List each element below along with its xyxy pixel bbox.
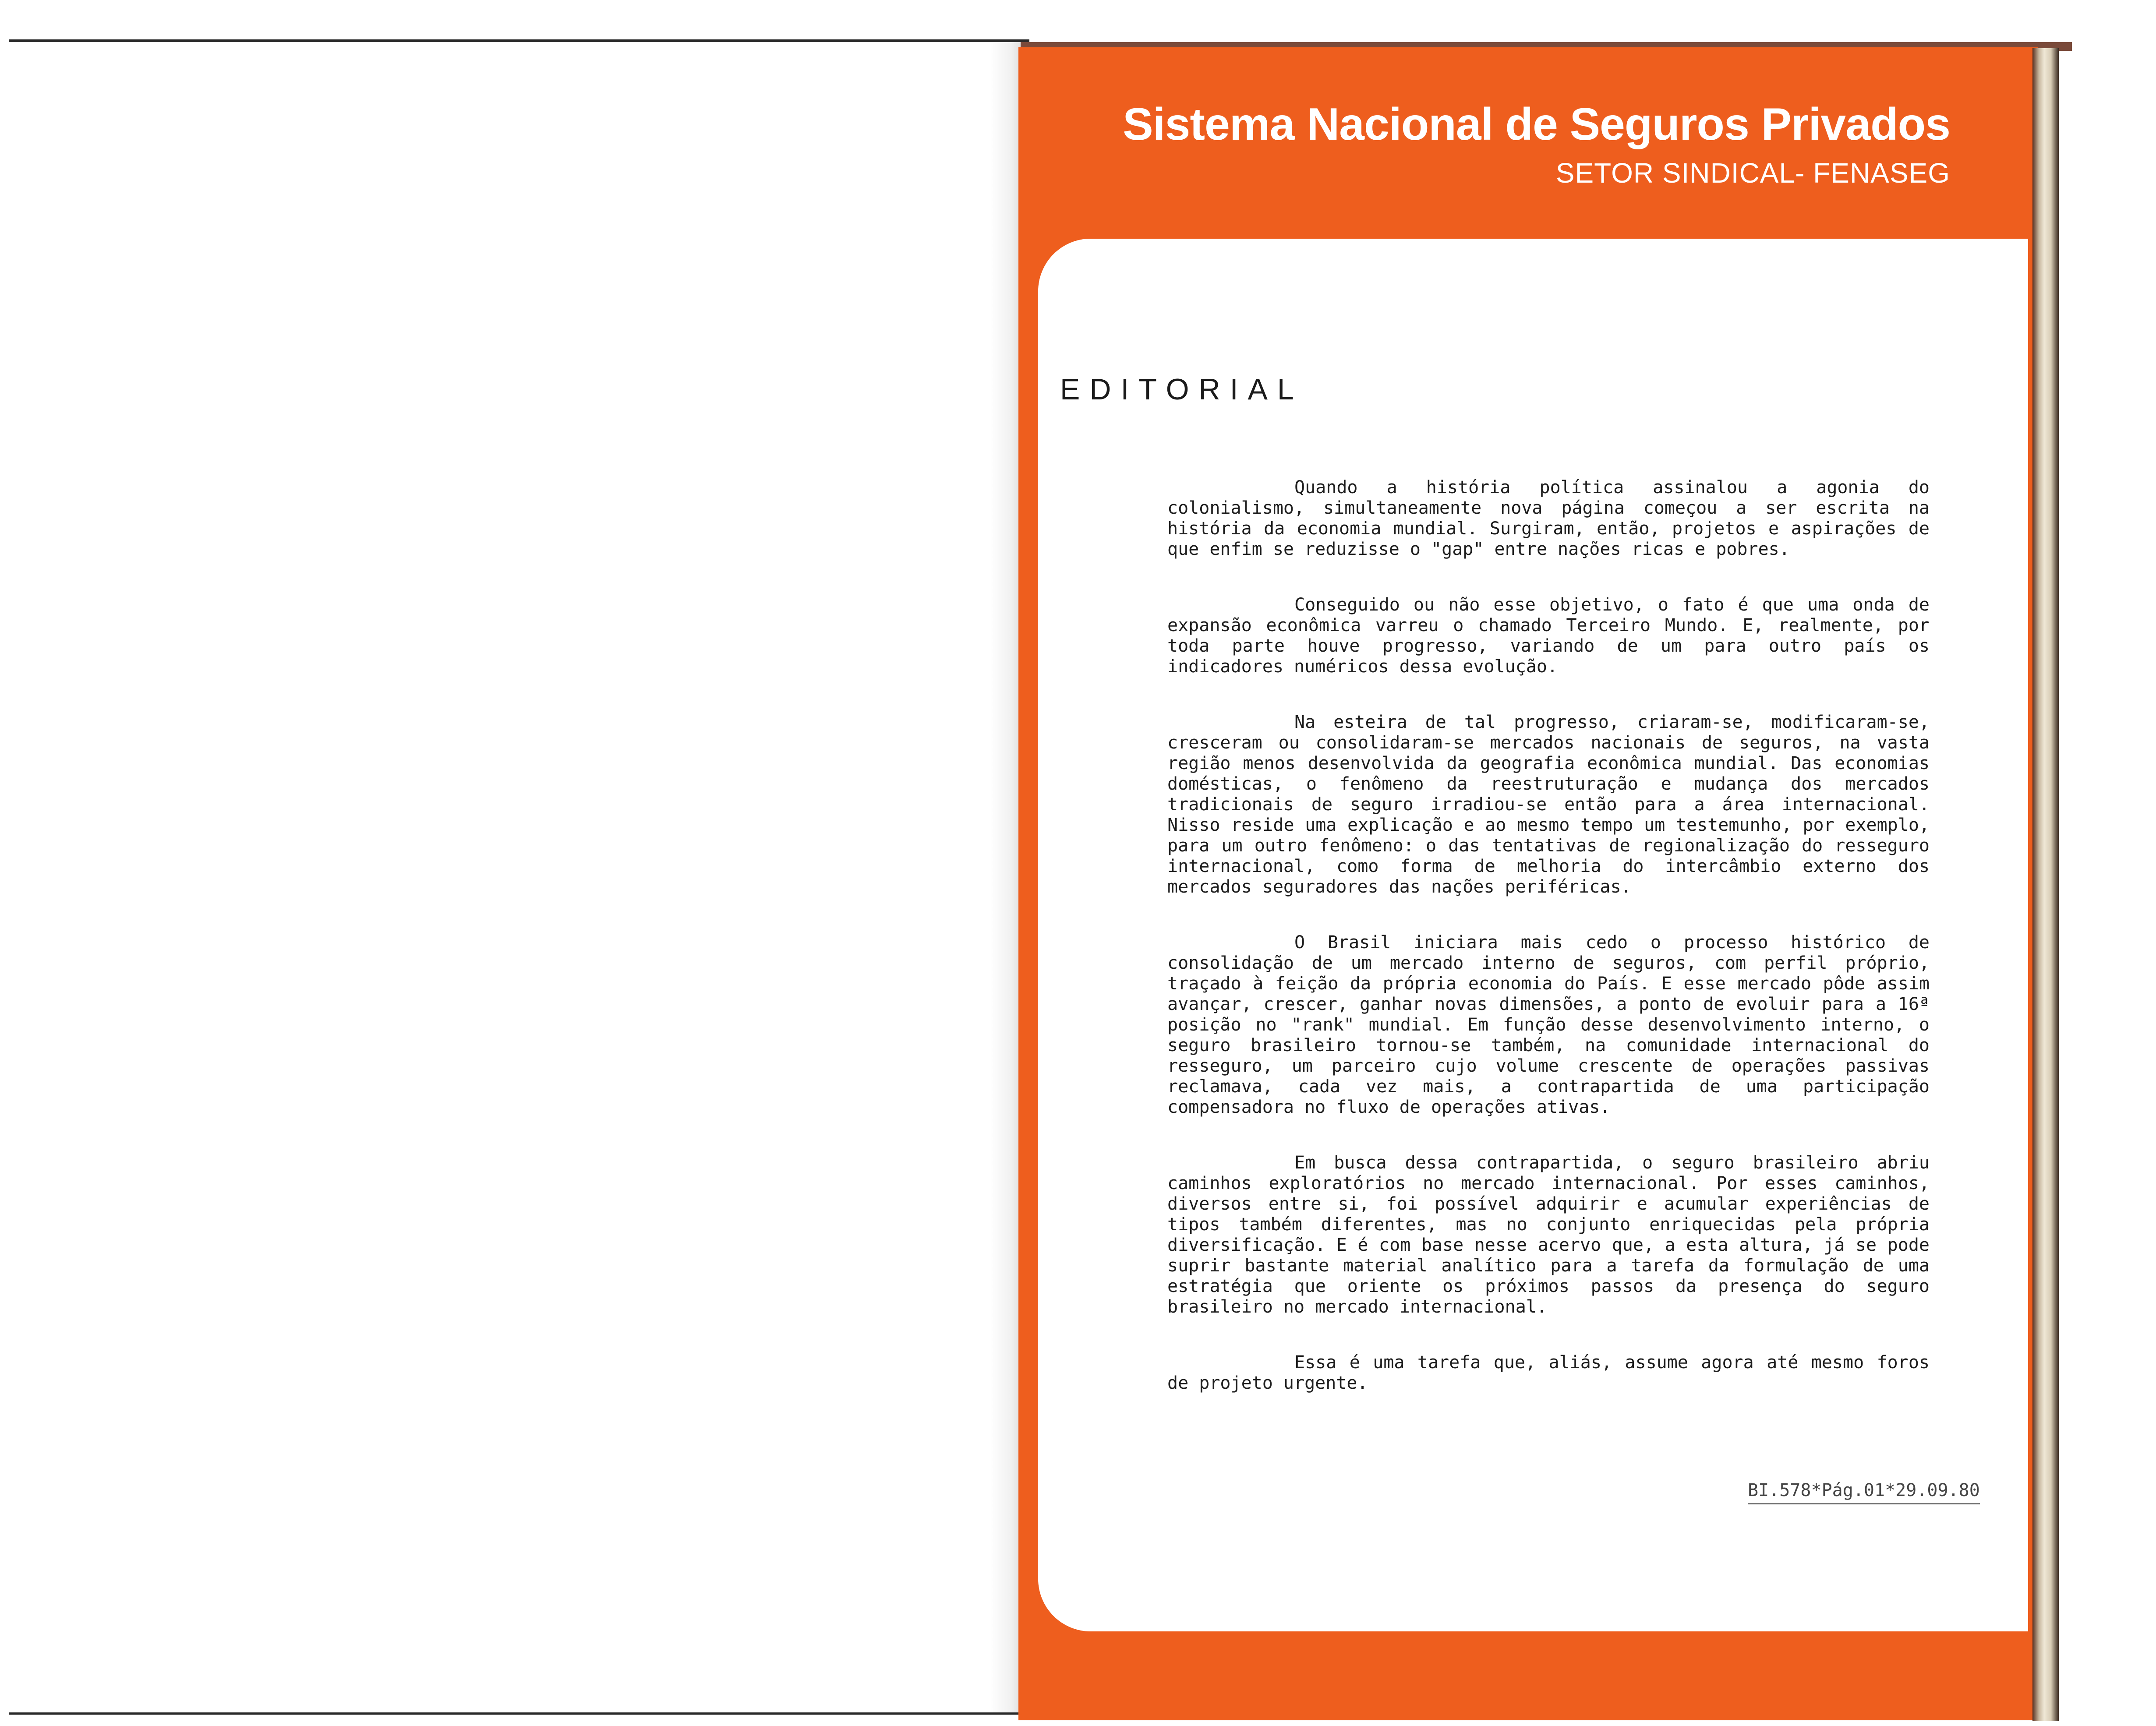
page-reference: BI.578*Pág.01*29.09.80: [1748, 1480, 1980, 1504]
paragraph: Essa é uma tarefa que, aliás, assume agora até mesmo foros de projeto urgente.: [1167, 1352, 1930, 1393]
paragraph: O Brasil iniciara mais cedo o processo histórico de consolidação de um mercado interno de seguros, com perfil próprio, traçado à feição da própria economia do País. E esse mercado pôde assim avançar, crescer, ganhar novas dimensões, a ponto de evoluir para a 16ª posição no "rank" mundial. Em função desse desenvolvimento interno, o seguro brasileiro tornou-se também, na comunidade internacional do resseguro, um parceiro cujo volume crescente de operações passivas reclamava, cada vez mais, a contrapartida de uma participação compensadora no fluxo de operações ativas.: [1167, 932, 1930, 1117]
paragraph: Na esteira de tal progresso, criaram-se, modificaram-se, cresceram ou consolidaram-se mercados nacionais de seguros, na vasta região menos desenvolvida da geografia econômica mundial. Das economias domésticas, o fenômeno da reestruturação e mudança dos mercados tradicionais de seguro irradiou-se então para a área internacional. Nisso reside uma explicação e ao mesmo tempo um testemunho, por exemplo, para um outro fenômeno: o das tentativas de regionalização do resseguro internacional, como forma de melhoria do intercâmbio externo dos mercados seguradores das nações periféricas.: [1167, 712, 1930, 897]
header-title: Sistema Nacional de Seguros Privados: [1123, 99, 1950, 150]
editorial-body: [1167, 477, 1930, 1429]
bottom-rule: [9, 1712, 1029, 1715]
paragraph: Conseguido ou não esse objetivo, o fato é que uma onda de expansão econômica varreu o chamado Terceiro Mundo. E, realmente, por toda parte houve progresso, variando de um para outro país os indicadores numéricos dessa evolução.: [1167, 595, 1930, 677]
binding-edge: [2032, 48, 2059, 1721]
paragraph: Quando a história política assinalou a agonia do colonialismo, simultaneamente nova página começou a ser escrita na história da economia mundial. Surgiram, então, projetos e aspirações de que enfim se reduzisse o "gap" entre nações ricas e pobres.: [1167, 477, 1930, 559]
gutter-shadow: [990, 42, 1021, 1712]
left-page-blank: [0, 42, 1021, 1712]
header-subtitle: SETOR SINDICAL- FENASEG: [1555, 157, 1950, 189]
paragraph: Em busca dessa contrapartida, o seguro brasileiro abriu caminhos exploratórios no mercado internacional. Por esses caminhos, diversos entre si, foi possível adquirir e acumular experiências de tipos também diferentes, mas no conjunto enriquecidas pela própria diversificação. E é com base nesse acervo que, a esta altura, já se pode suprir bastante material analítico para a tarefa da formulação de uma estratégia que oriente os próximos passos da presença do seguro brasileiro no mercado internacional.: [1167, 1153, 1930, 1317]
section-heading: EDITORIAL: [1060, 373, 1304, 406]
